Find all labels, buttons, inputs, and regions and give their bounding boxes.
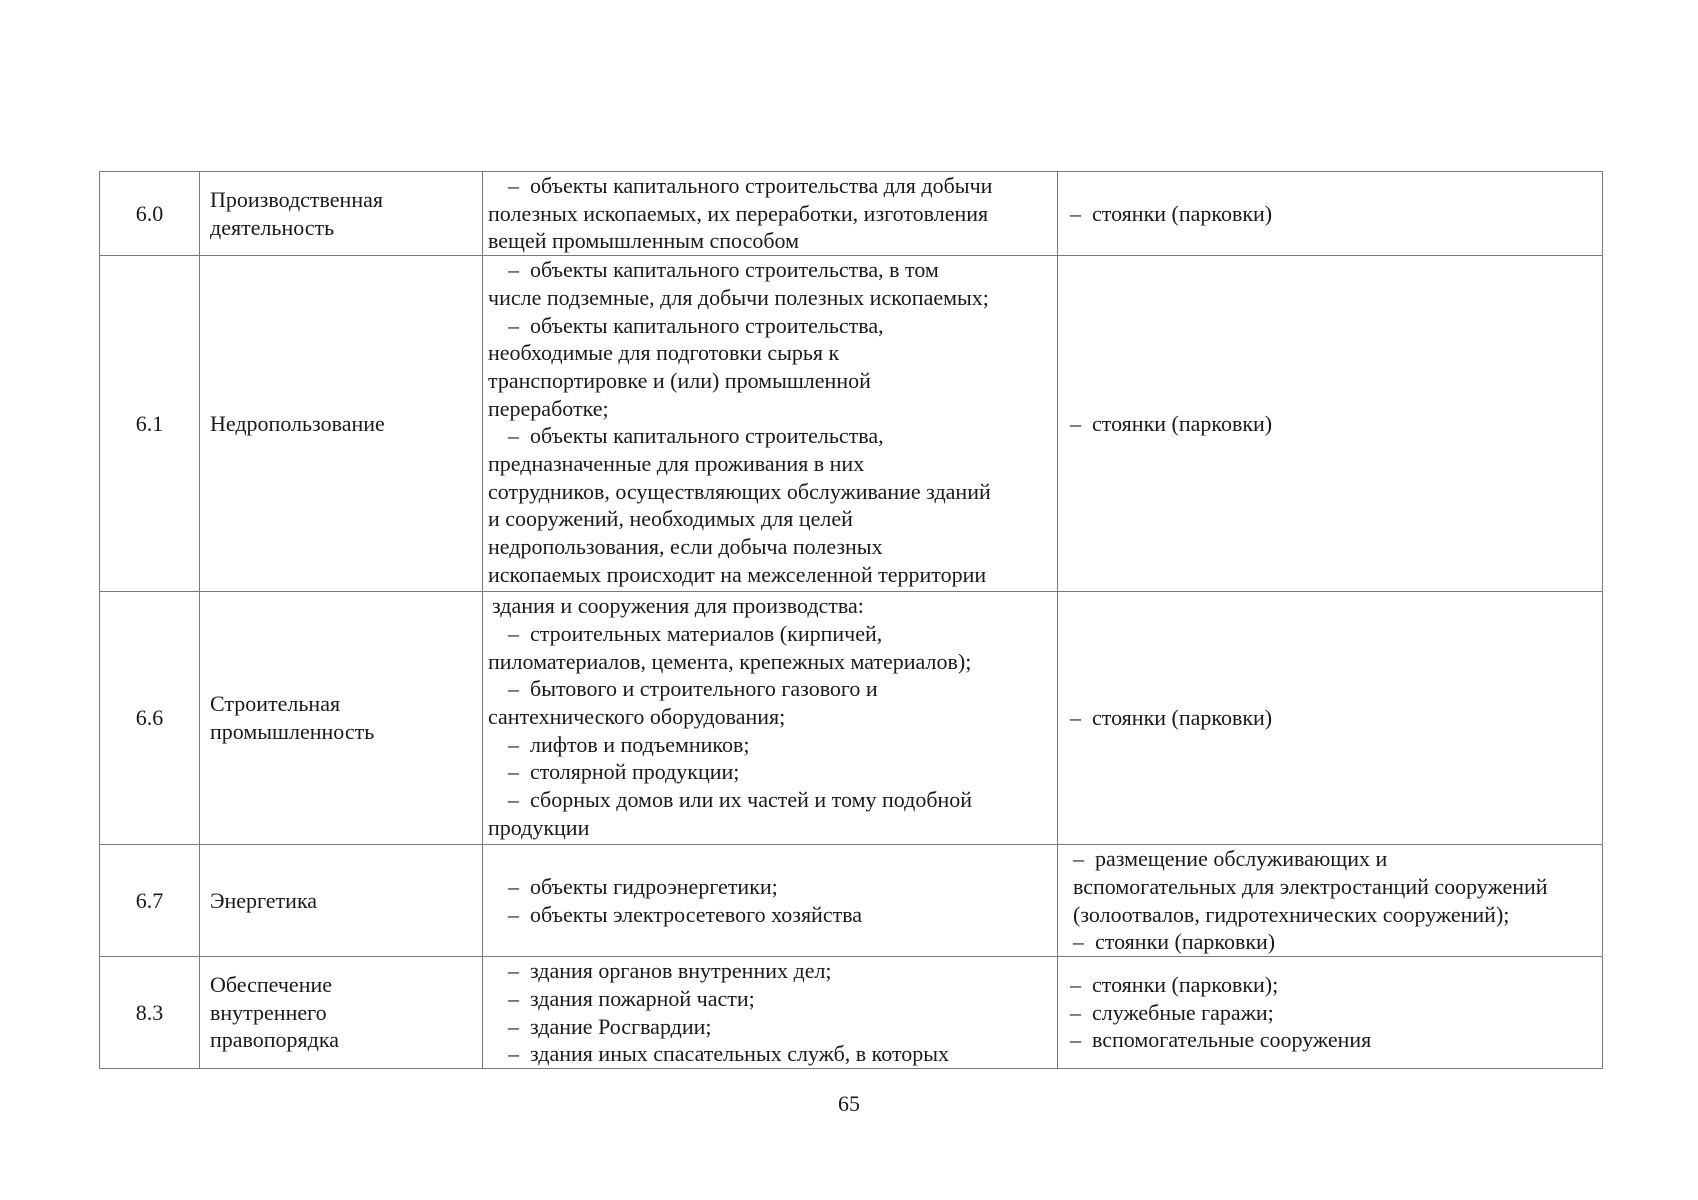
- row-name-line: Энергетика: [210, 887, 318, 913]
- aux-use-line: [1070, 971, 1600, 999]
- line-text: стоянки (парковки): [1092, 705, 1273, 731]
- auxiliary-uses-cell: [1058, 957, 1603, 1069]
- main-use-line: полезных ископаемых, их переработки, изготовления: [488, 200, 989, 226]
- dash-bullet: –: [508, 787, 519, 813]
- dash-bullet: –: [1073, 846, 1084, 872]
- row-name-line: деятельность: [210, 214, 335, 240]
- line-text: объекты электросетевого хозяйства: [530, 901, 863, 927]
- row-code: 6.0: [100, 172, 200, 256]
- row-code: 6.1: [100, 256, 200, 592]
- main-use-line: продукции: [488, 814, 590, 840]
- main-use-line: пиломатериалов, цемента, крепежных материалов);: [488, 648, 972, 674]
- main-use-line: [488, 1013, 1053, 1041]
- dash-bullet: –: [508, 1041, 519, 1067]
- line-text: стоянки (парковки): [1095, 929, 1276, 955]
- main-use-line: предназначенные для проживания в них: [488, 451, 865, 477]
- main-use-line: вещей промышленным способом: [488, 228, 800, 254]
- dash-bullet: –: [508, 985, 519, 1011]
- aux-use-line: [1070, 200, 1600, 228]
- table-row: [100, 256, 1603, 592]
- main-use-line: здания и сооружения для производства:: [492, 593, 864, 619]
- main-use-line: [488, 873, 1053, 901]
- main-use-line: переработке;: [488, 395, 609, 421]
- dash-bullet: –: [508, 423, 519, 449]
- main-use-line: ископаемых происходит на межселенной территории: [488, 561, 987, 587]
- table-row: [100, 845, 1603, 957]
- main-use-line: сантехнического оборудования;: [488, 703, 786, 729]
- dash-bullet: –: [1070, 1027, 1081, 1053]
- line-text: служебные гаражи;: [1092, 999, 1274, 1025]
- row-name-line: Производственная: [210, 186, 383, 212]
- dash-bullet: –: [508, 873, 519, 899]
- dash-bullet: –: [508, 958, 519, 984]
- main-use-line: [488, 901, 1053, 929]
- dash-bullet: –: [1070, 972, 1081, 998]
- line-text: столярной продукции;: [530, 759, 740, 785]
- row-name-line: промышленность: [210, 719, 375, 745]
- main-uses-cell: [483, 592, 1058, 845]
- land-use-table: [99, 171, 1603, 1069]
- line-text: объекты капитального строительства,: [530, 312, 884, 338]
- line-text: здания иных спасательных служб, в которых: [530, 1041, 950, 1067]
- main-use-line: [488, 675, 1053, 703]
- row-name: [200, 172, 483, 256]
- line-text: здания пожарной части;: [530, 985, 755, 1011]
- auxiliary-uses-cell: [1058, 845, 1603, 957]
- row-name-line: Недропользование: [210, 410, 385, 436]
- line-text: объекты гидроэнергетики;: [530, 873, 778, 899]
- main-use-line: транспортировке и (или) промышленной: [488, 367, 871, 393]
- line-text: здание Росгвардии;: [530, 1013, 712, 1039]
- line-text: размещение обслуживающих и: [1095, 846, 1388, 872]
- main-use-line: [488, 758, 1053, 786]
- dash-bullet: –: [1070, 705, 1081, 731]
- main-use-line: [488, 957, 1053, 985]
- main-use-line: [488, 731, 1053, 759]
- aux-use-line: [1070, 999, 1600, 1027]
- aux-use-line: (золоотвалов, гидротехнических сооружений);: [1073, 901, 1510, 927]
- main-uses-cell: [483, 957, 1058, 1069]
- dash-bullet: –: [1070, 410, 1081, 436]
- line-text: объекты капитального строительства для добычи: [530, 173, 993, 198]
- main-use-line: [488, 256, 1053, 284]
- aux-use-line: [1070, 704, 1600, 732]
- table-row: [100, 957, 1603, 1069]
- dash-bullet: –: [508, 731, 519, 757]
- dash-bullet: –: [1073, 929, 1084, 955]
- aux-use-line: [1073, 928, 1600, 956]
- row-name-line: правопорядка: [210, 1027, 339, 1053]
- dash-bullet: –: [508, 1013, 519, 1039]
- main-use-line: [488, 985, 1053, 1013]
- row-name-line: Обеспечение: [210, 972, 332, 998]
- dash-bullet: –: [508, 312, 519, 338]
- main-use-line: числе подземные, для добычи полезных ископаемых;: [488, 284, 989, 310]
- page-number: 65: [838, 1091, 860, 1116]
- line-text: стоянки (парковки): [1092, 200, 1273, 226]
- aux-use-line: [1073, 845, 1600, 873]
- main-use-line: недропользования, если добыча полезных: [488, 534, 883, 560]
- main-use-line: [488, 422, 1053, 450]
- dash-bullet: –: [508, 901, 519, 927]
- line-text: здания органов внутренних дел;: [530, 958, 832, 984]
- main-use-line: [488, 1040, 1053, 1068]
- dash-bullet: –: [508, 173, 519, 198]
- row-name-line: внутреннего: [210, 999, 327, 1025]
- line-text: лифтов и подъемников;: [530, 731, 750, 757]
- table-row: [100, 172, 1603, 256]
- line-text: объекты капитального строительства,: [530, 423, 884, 449]
- main-use-line: необходимые для подготовки сырья к: [488, 340, 840, 366]
- dash-bullet: –: [508, 620, 519, 646]
- line-text: объекты капитального строительства, в том: [530, 257, 939, 283]
- main-use-line: сотрудников, осуществляющих обслуживание зданий: [488, 478, 991, 504]
- table-row: [100, 592, 1603, 845]
- row-code: 8.3: [100, 957, 200, 1069]
- dash-bullet: –: [508, 759, 519, 785]
- line-text: вспомогательные сооружения: [1092, 1027, 1372, 1053]
- line-text: сборных домов или их частей и тому подобной: [530, 787, 973, 813]
- auxiliary-uses-cell: [1058, 256, 1603, 592]
- aux-use-line: вспомогательных для электростанций сооружений: [1073, 873, 1548, 899]
- row-name: [200, 592, 483, 845]
- row-code: 6.7: [100, 845, 200, 957]
- row-code: 6.6: [100, 592, 200, 845]
- line-text: стоянки (парковки): [1092, 410, 1273, 436]
- row-name: [200, 845, 483, 957]
- main-use-line: [488, 786, 1053, 814]
- aux-use-line: [1070, 410, 1600, 438]
- main-uses-cell: [483, 845, 1058, 957]
- table-body: [100, 172, 1603, 1069]
- line-text: бытового и строительного газового и: [530, 676, 878, 702]
- main-uses-cell: [483, 256, 1058, 592]
- main-use-line: [488, 620, 1053, 648]
- main-uses-cell: [483, 172, 1058, 256]
- dash-bullet: –: [508, 676, 519, 702]
- row-name-line: Строительная: [210, 691, 341, 717]
- dash-bullet: –: [508, 257, 519, 283]
- aux-use-line: [1070, 1026, 1600, 1054]
- main-use-line: [488, 312, 1053, 340]
- auxiliary-uses-cell: [1058, 592, 1603, 845]
- row-name: [200, 957, 483, 1069]
- auxiliary-uses-cell: [1058, 172, 1603, 256]
- main-use-line: и сооружений, необходимых для целей: [488, 506, 853, 532]
- row-name: [200, 256, 483, 592]
- line-text: строительных материалов (кирпичей,: [530, 620, 883, 646]
- main-use-line: [488, 172, 1053, 200]
- dash-bullet: –: [1070, 200, 1081, 226]
- dash-bullet: –: [1070, 999, 1081, 1025]
- line-text: стоянки (парковки);: [1092, 972, 1279, 998]
